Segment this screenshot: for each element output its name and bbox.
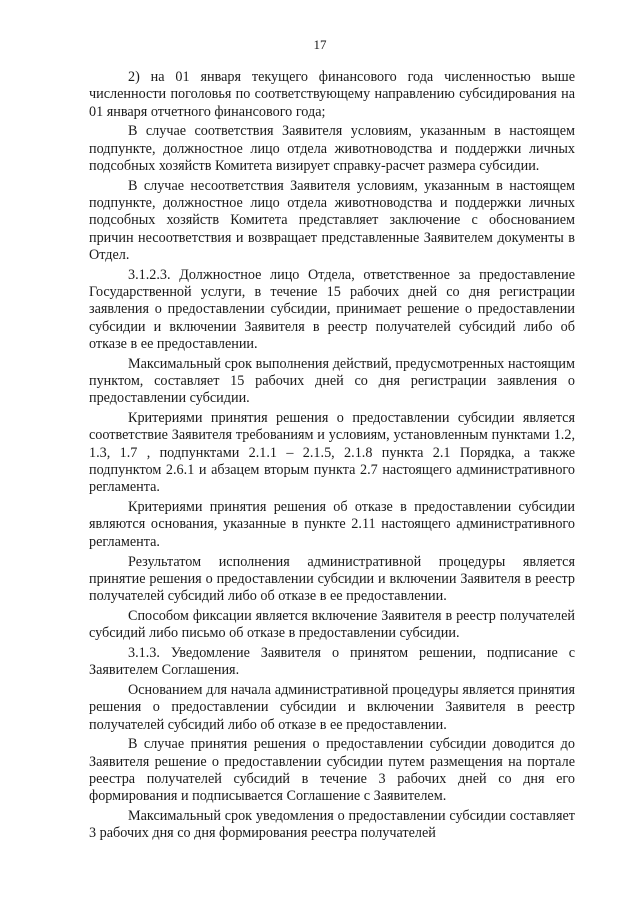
page-number: 17 [313, 37, 327, 52]
paragraph-4: 3.1.2.3. Должностное лицо Отдела, ответственное за предоставление Государственной услуги, в течение 15 рабочих дней со дня регистрации заявления о предоставлении субсидии, принимает решение о предоставлении субсидии и включении Заявителя в реестр получателей субсидий либо об отказе в ее предоставлении. [89, 266, 575, 352]
paragraph-3: В случае несоответствия Заявителя условиям, указанным в настоящем подпункте, должностное лицо отдела животноводства и поддержки личных подсобных хозяйств Комитета представляет заключение с обоснованием причин несоответствия и возвращает представленные Заявителем документы в Отдел. [89, 177, 575, 263]
paragraph-8: Результатом исполнения административной процедуры является принятие решения о предоставлении субсидии и включении Заявителя в реестр получателей субсидий либо об отказе в ее предоставлении. [89, 553, 575, 605]
paragraph-13: Максимальный срок уведомления о предоставлении субсидии составляет 3 рабочих дня со дня формирования реестра получателей [89, 808, 575, 842]
paragraph-7: Критериями принятия решения об отказе в предоставлении субсидии являются основания, указанные в пункте 2.11 настоящего административного регламента. [89, 499, 575, 550]
document-body [89, 69, 575, 845]
paragraph-6: Критериями принятия решения о предоставлении субсидии является соответствие Заявителя требованиям и условиям, установленным пунктами 1.2, 1.3, 1.7 , подпунктами 2.1.1 – 2.1.5, 2.1.8 пункта 2.1 Порядка, а также подпунктом 2.6.1 и абзацем вторым пункта 2.7 настоящего административного регламента. [89, 410, 575, 496]
paragraph-12: В случае принятия решения о предоставлении субсидии доводится до Заявителя решение о предоставлении субсидии путем размещения на портале реестра получателей субсидий в течение 3 рабочих дней со дня его формирования и подписывается Соглашение с Заявителем. [89, 736, 575, 805]
paragraph-11: Основанием для начала административной процедуры является принятия решения о предоставлении субсидии и включении Заявителя в реестр получателей субсидий либо об отказе в ее предоставлении. [89, 682, 575, 733]
paragraph-10: 3.1.3. Уведомление Заявителя о принятом решении, подписание с Заявителем Соглашения. [89, 645, 575, 679]
paragraph-1: 2) на 01 января текущего финансового года численностью выше численности поголовья по соответствующему направлению субсидирования на 01 января отчетного финансового года; [89, 69, 575, 120]
paragraph-9: Способом фиксации является включение Заявителя в реестр получателей субсидий либо письмо об отказе в предоставлении субсидии. [89, 607, 575, 642]
paragraph-5: Максимальный срок выполнения действий, предусмотренных настоящим пунктом, составляет 15 рабочих дней со дня регистрации заявления о предоставлении субсидии. [89, 355, 575, 407]
paragraph-2: В случае соответствия Заявителя условиям, указанным в настоящем подпункте, должностное лицо отдела животноводства и поддержки личных подсобных хозяйств Комитета визирует справку-расчет размера субсидии. [89, 123, 575, 174]
